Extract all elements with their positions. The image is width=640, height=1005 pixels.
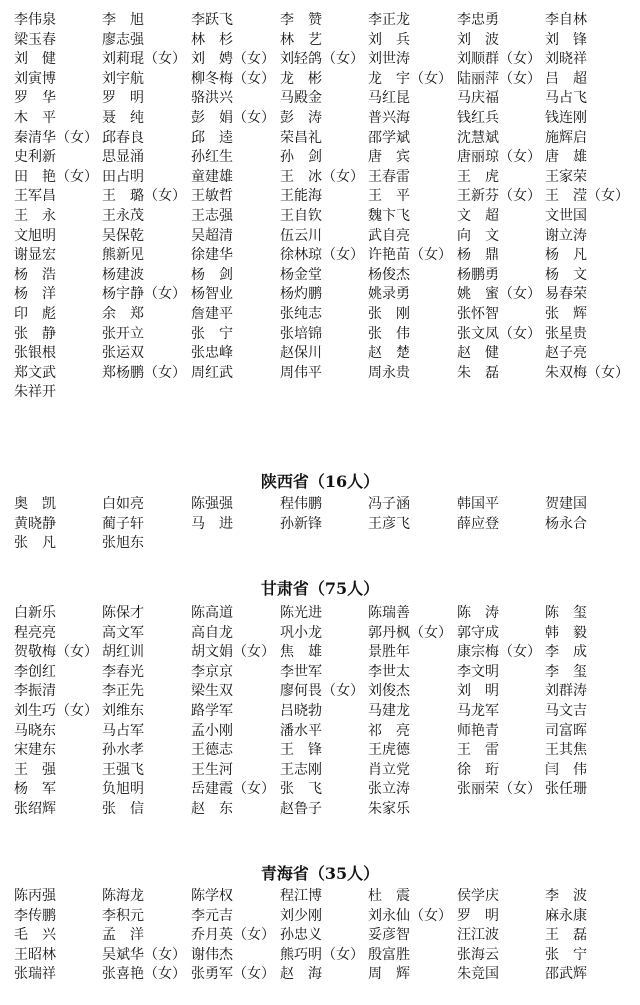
name-entry: 施辉启 <box>545 129 587 146</box>
name-entry: 史利新 <box>14 149 56 166</box>
name-entry: 印 彪 <box>14 306 56 322</box>
name-entry: 张文凤（女） <box>457 325 541 342</box>
name-entry: 巩小龙 <box>280 624 322 641</box>
name-entry: 吴超清 <box>191 227 233 244</box>
name-entry: 田占明 <box>102 168 144 185</box>
name-entry: 刘宇航 <box>102 70 144 87</box>
name-entry: 刘 兵 <box>368 31 410 48</box>
name-entry: 潘水平 <box>280 722 322 739</box>
name-entry: 梁生双 <box>191 683 233 700</box>
name-entry: 张纯志 <box>280 306 322 322</box>
name-entry: 刘顺群（女） <box>457 51 541 68</box>
name-entry: 王其焦 <box>545 742 587 759</box>
name-entry: 梁玉春 <box>14 31 56 48</box>
name-entry: 孙 剑 <box>280 149 322 166</box>
name-entry: 司富晖 <box>545 722 587 739</box>
name-entry: 郭守成 <box>457 624 499 641</box>
name-entry: 杨智业 <box>191 286 233 303</box>
name-entry: 王昭林 <box>14 946 56 963</box>
name-entry: 林 杉 <box>191 31 233 48</box>
name-entry: 李世太 <box>368 663 410 680</box>
name-entry: 刘 健 <box>14 51 56 68</box>
name-entry: 张丽荣（女） <box>457 781 541 798</box>
name-row <box>0 531 640 555</box>
name-entry: 文 超 <box>457 208 499 224</box>
name-entry: 祁 亮 <box>368 722 410 739</box>
name-entry: 刘俊杰 <box>368 683 410 700</box>
name-entry: 孙新锋 <box>280 515 322 532</box>
name-entry: 张 静 <box>14 325 56 342</box>
name-entry: 谢显宏 <box>14 247 56 264</box>
name-entry: 胡文娟（女） <box>191 644 275 661</box>
name-entry: 杨 军 <box>14 781 56 798</box>
name-entry: 路学军 <box>191 703 233 719</box>
name-entry: 唐 宾 <box>368 149 410 166</box>
name-entry: 王军昌 <box>14 188 56 205</box>
name-entry: 徐林琼（女） <box>280 247 364 264</box>
name-entry: 陈 玺 <box>545 605 587 621</box>
name-entry: 李 波 <box>545 888 587 904</box>
name-entry: 高文军 <box>102 624 144 641</box>
name-entry: 毛 兴 <box>14 927 56 944</box>
name-entry: 唐丽琼（女） <box>457 149 541 166</box>
name-entry: 文世国 <box>545 208 587 224</box>
name-entry: 王 永 <box>14 208 56 224</box>
name-entry: 汪江波 <box>457 927 499 944</box>
name-entry: 程亮亮 <box>14 624 56 641</box>
name-entry: 龙 彬 <box>280 70 322 87</box>
name-entry: 焦 雄 <box>280 644 322 661</box>
name-entry: 王虎德 <box>368 742 410 759</box>
name-row <box>0 962 640 986</box>
name-entry: 木 平 <box>14 110 56 126</box>
name-entry: 张 伟 <box>368 325 410 342</box>
name-entry: 郑文武 <box>14 364 56 381</box>
name-entry: 王彦飞 <box>368 515 410 532</box>
name-entry: 张银根 <box>14 345 56 362</box>
name-entry: 王德志 <box>191 742 233 759</box>
name-entry: 吕 超 <box>545 70 587 87</box>
name-entry: 张勇军（女） <box>191 966 275 983</box>
name-entry: 赵 海 <box>280 966 322 983</box>
name-entry: 吴保乾 <box>102 227 144 244</box>
name-entry: 马占军 <box>102 722 144 739</box>
name-entry: 杨宇静（女） <box>102 286 186 303</box>
name-entry: 刘莉琨（女） <box>102 51 186 68</box>
name-entry: 刘世涛 <box>368 51 410 68</box>
name-entry: 李 成 <box>545 644 587 661</box>
name-entry: 徐 珩 <box>457 761 499 778</box>
name-entry: 程伟鹏 <box>280 496 322 512</box>
name-entry: 马龙军 <box>457 703 499 719</box>
section-heading: 陕西省（16人） <box>260 472 380 491</box>
name-entry: 刘 锋 <box>545 31 587 48</box>
name-entry: 熊新见 <box>102 247 144 264</box>
name-entry: 李传鹏 <box>14 907 56 924</box>
name-entry: 张 刚 <box>368 306 410 322</box>
name-entry: 孙忠义 <box>280 927 322 944</box>
name-entry: 李文明 <box>457 663 499 680</box>
name-entry: 杨 洋 <box>14 286 56 303</box>
name-entry: 闫 伟 <box>545 761 587 778</box>
name-entry: 廖何畏（女） <box>280 683 364 700</box>
name-entry: 张忠峰 <box>191 345 233 362</box>
name-entry: 景胜年 <box>368 644 410 661</box>
name-entry: 罗 明 <box>457 907 499 924</box>
name-entry: 谢立涛 <box>545 227 587 244</box>
name-entry: 赵 健 <box>457 345 499 362</box>
name-entry: 张 辉 <box>545 306 587 322</box>
name-entry: 钱连刚 <box>545 110 587 126</box>
name-entry: 易春荣 <box>545 286 587 303</box>
name-entry: 杨 凡 <box>545 247 587 264</box>
name-entry: 周红武 <box>191 364 233 381</box>
name-entry: 钱红兵 <box>457 110 499 126</box>
name-entry: 罗 华 <box>14 90 56 107</box>
name-entry: 张旭东 <box>102 535 144 552</box>
name-entry: 许艳苗（女） <box>368 247 452 264</box>
name-entry: 魏卞飞 <box>368 208 410 224</box>
name-entry: 骆洪兴 <box>191 90 233 107</box>
name-entry: 刘 娉（女） <box>191 51 275 68</box>
name-entry: 王 磊 <box>545 927 587 944</box>
name-entry: 刘 波 <box>457 31 499 48</box>
name-entry: 陈丙强 <box>14 888 56 904</box>
name-entry: 王强飞 <box>102 761 144 778</box>
name-entry: 刘 明 <box>457 683 499 700</box>
name-entry: 张海云 <box>457 946 499 963</box>
name-entry: 朱 磊 <box>457 364 499 381</box>
name-entry: 刘少刚 <box>280 907 322 924</box>
name-entry: 周 辉 <box>368 966 410 983</box>
name-entry: 张 信 <box>102 801 144 817</box>
name-entry: 王敏哲 <box>191 188 233 205</box>
name-entry: 蔺子轩 <box>102 515 144 532</box>
name-entry: 罗 明 <box>102 90 144 107</box>
name-entry: 杨建波 <box>102 266 144 283</box>
name-entry: 詹建平 <box>191 306 233 322</box>
name-entry: 邵武辉 <box>545 966 587 983</box>
name-entry: 王永茂 <box>102 208 144 224</box>
name-entry: 张运双 <box>102 345 144 362</box>
name-entry: 王 冰（女） <box>280 168 364 185</box>
name-entry: 陈海龙 <box>102 888 144 904</box>
name-entry: 马晓东 <box>14 722 56 739</box>
name-entry: 田 艳（女） <box>14 168 98 185</box>
name-entry: 侯学庆 <box>457 888 499 904</box>
name-entry: 孟 洋 <box>102 927 144 944</box>
section-heading: 青海省（35人） <box>260 864 380 883</box>
name-entry: 陈强强 <box>191 496 233 512</box>
name-entry: 李跃飞 <box>191 12 233 28</box>
name-entry: 赵鲁子 <box>280 801 322 817</box>
name-entry: 张立涛 <box>368 781 410 798</box>
name-entry: 文旭明 <box>14 227 56 244</box>
name-entry: 林 艺 <box>280 31 322 48</box>
name-entry: 郭丹枫（女） <box>368 624 452 641</box>
name-entry: 谢伟杰 <box>191 946 233 963</box>
name-entry: 李忠勇 <box>457 12 499 28</box>
name-entry: 乔月英（女） <box>191 927 275 944</box>
name-entry: 邱春良 <box>102 129 144 146</box>
name-entry: 唐 雄 <box>545 149 587 166</box>
name-entry: 李 玺 <box>545 663 587 680</box>
name-entry: 刘轻鸽（女） <box>280 51 364 68</box>
name-entry: 麻永康 <box>545 907 587 924</box>
name-entry: 贺建国 <box>545 496 587 512</box>
name-entry: 妥彦智 <box>368 927 410 944</box>
name-entry: 向 文 <box>457 227 499 244</box>
name-entry: 贺敬梅（女） <box>14 644 98 661</box>
name-entry: 思显涌 <box>102 149 144 166</box>
name-entry: 孙水孝 <box>102 742 144 759</box>
name-entry: 张星贵 <box>545 325 587 342</box>
name-entry: 马殿金 <box>280 90 322 107</box>
name-entry: 杨俊杰 <box>368 266 410 283</box>
name-entry: 杨永合 <box>545 515 587 532</box>
name-entry: 赵子亮 <box>545 345 587 362</box>
name-entry: 陈保才 <box>102 605 144 621</box>
name-entry: 张 凡 <box>14 535 56 552</box>
name-entry: 李 旭 <box>102 12 144 28</box>
name-entry: 李春光 <box>102 663 144 680</box>
name-entry: 刘维东 <box>102 703 144 719</box>
name-entry: 荣昌礼 <box>280 129 322 146</box>
name-entry: 高自龙 <box>191 624 233 641</box>
name-entry: 李京京 <box>191 663 233 680</box>
name-entry: 程江博 <box>280 888 322 904</box>
name-entry: 王志刚 <box>280 761 322 778</box>
name-entry: 杨灼鹏 <box>280 286 322 303</box>
name-entry: 陈瑞善 <box>368 605 410 621</box>
name-entry: 刘群涛 <box>545 683 587 700</box>
name-entry: 吕晓勃 <box>280 703 322 719</box>
name-entry: 王 滢（女） <box>545 188 629 205</box>
name-entry: 朱竞国 <box>457 966 499 983</box>
name-entry: 张培锦 <box>280 325 322 342</box>
name-entry: 王自钦 <box>280 208 322 224</box>
name-entry: 朱家乐 <box>368 801 410 817</box>
name-entry: 马 进 <box>191 515 233 532</box>
name-entry: 孟小刚 <box>191 722 233 739</box>
name-entry: 吴斌华（女） <box>102 946 186 963</box>
name-entry: 张瑞祥 <box>14 966 56 983</box>
name-entry: 张开立 <box>102 325 144 342</box>
name-entry: 李创红 <box>14 663 56 680</box>
name-entry: 李正龙 <box>368 12 410 28</box>
name-entry: 肖立党 <box>368 761 410 778</box>
name-entry: 伍云川 <box>280 227 322 244</box>
name-entry: 马占飞 <box>545 90 587 107</box>
name-entry: 李世军 <box>280 663 322 680</box>
name-entry: 沈慧斌 <box>457 129 499 146</box>
name-entry: 杨金堂 <box>280 266 322 283</box>
name-entry: 刘晓祥 <box>545 51 587 68</box>
name-entry: 陆丽萍（女） <box>457 70 541 87</box>
name-entry: 普兴海 <box>368 110 410 126</box>
name-entry: 秦清华（女） <box>14 129 98 146</box>
name-entry: 周伟平 <box>280 364 322 381</box>
name-entry: 马文吉 <box>545 703 587 719</box>
name-entry: 王家荣 <box>545 168 587 185</box>
name-entry: 廖志强 <box>102 31 144 48</box>
name-entry: 朱祥开 <box>14 384 56 401</box>
name-entry: 张 飞 <box>280 781 322 798</box>
name-entry: 韩国平 <box>457 496 499 512</box>
name-entry: 余 郑 <box>102 306 144 322</box>
name-entry: 刘永仙（女） <box>368 907 452 924</box>
name-entry: 王春雷 <box>368 168 410 185</box>
name-entry: 李 赞 <box>280 12 322 28</box>
name-entry: 负旭明 <box>102 781 144 798</box>
name-entry: 白如亮 <box>102 496 144 512</box>
name-entry: 马建龙 <box>368 703 410 719</box>
name-entry: 张 宁 <box>545 946 587 963</box>
name-row <box>0 797 640 821</box>
name-entry: 王 强 <box>14 761 56 778</box>
name-entry: 李元吉 <box>191 907 233 924</box>
name-entry: 赵 楚 <box>368 345 410 362</box>
name-entry: 李伟泉 <box>14 12 56 28</box>
name-entry: 岳建霞（女） <box>191 781 275 798</box>
name-entry: 邱 逵 <box>191 129 233 146</box>
name-entry: 陈 涛 <box>457 605 499 621</box>
name-entry: 马红昆 <box>368 90 410 107</box>
name-entry: 姚录勇 <box>368 286 410 303</box>
name-entry: 童建雄 <box>191 168 233 185</box>
name-entry: 康宗梅（女） <box>457 644 541 661</box>
name-entry: 薛应登 <box>457 515 499 532</box>
name-entry: 聂 纯 <box>102 110 144 126</box>
name-entry: 王生河 <box>191 761 233 778</box>
name-entry: 师艳青 <box>457 722 499 739</box>
name-entry: 王 虎 <box>457 168 499 185</box>
name-entry: 刘寅博 <box>14 70 56 87</box>
name-entry: 张怀智 <box>457 306 499 322</box>
name-entry: 刘生巧（女） <box>14 703 98 719</box>
section-heading: 甘肃省（75人） <box>260 579 380 598</box>
name-entry: 孙红生 <box>191 149 233 166</box>
name-entry: 赵保川 <box>280 345 322 362</box>
name-entry: 李正先 <box>102 683 144 700</box>
name-entry: 邵学斌 <box>368 129 410 146</box>
name-entry: 杨 剑 <box>191 266 233 283</box>
name-entry: 周永贵 <box>368 364 410 381</box>
name-entry: 杨鹏勇 <box>457 266 499 283</box>
name-entry: 杜 震 <box>368 888 410 904</box>
name-entry: 黄晓静 <box>14 515 56 532</box>
name-entry: 张 宁 <box>191 325 233 342</box>
name-entry: 赵 东 <box>191 801 233 817</box>
name-entry: 朱双梅（女） <box>545 364 629 381</box>
name-entry: 白新乐 <box>14 605 56 621</box>
name-entry: 杨 文 <box>545 266 587 283</box>
name-entry: 张绍辉 <box>14 801 56 817</box>
name-entry: 杨 鼎 <box>457 247 499 264</box>
name-entry: 韩 毅 <box>545 624 587 641</box>
name-entry: 王 平 <box>368 188 410 205</box>
name-entry: 熊巧明（女） <box>280 946 364 963</box>
name-entry: 彭 娟（女） <box>191 110 275 126</box>
name-entry: 宋建东 <box>14 742 56 759</box>
name-entry: 武自亮 <box>368 227 410 244</box>
name-entry: 王新芬（女） <box>457 188 541 205</box>
name-entry: 李积元 <box>102 907 144 924</box>
name-entry: 李自林 <box>545 12 587 28</box>
name-entry: 张任珊 <box>545 781 587 798</box>
name-entry: 李振清 <box>14 683 56 700</box>
name-entry: 彭 涛 <box>280 110 322 126</box>
name-entry: 冯子涵 <box>368 496 410 512</box>
name-entry: 杨 浩 <box>14 266 56 283</box>
name-row <box>0 380 640 404</box>
name-entry: 王能海 <box>280 188 322 205</box>
name-entry: 殷富胜 <box>368 946 410 963</box>
name-entry: 王 璐（女） <box>102 188 186 205</box>
name-entry: 王 锋 <box>280 742 322 759</box>
name-entry: 陈学权 <box>191 888 233 904</box>
name-entry: 郑杨鹏（女） <box>102 364 186 381</box>
name-entry: 胡红训 <box>102 644 144 661</box>
name-entry: 马庆福 <box>457 90 499 107</box>
name-entry: 柳冬梅（女） <box>191 70 275 87</box>
name-entry: 陈高道 <box>191 605 233 621</box>
name-entry: 姚 蜜（女） <box>457 286 541 303</box>
name-entry: 徐建华 <box>191 247 233 264</box>
name-entry: 张喜艳（女） <box>102 966 186 983</box>
name-entry: 王 雷 <box>457 742 499 759</box>
name-entry: 陈光进 <box>280 605 322 621</box>
name-entry: 奥 凯 <box>14 496 56 512</box>
name-entry: 王志强 <box>191 208 233 224</box>
name-entry: 龙 宇（女） <box>368 70 452 87</box>
